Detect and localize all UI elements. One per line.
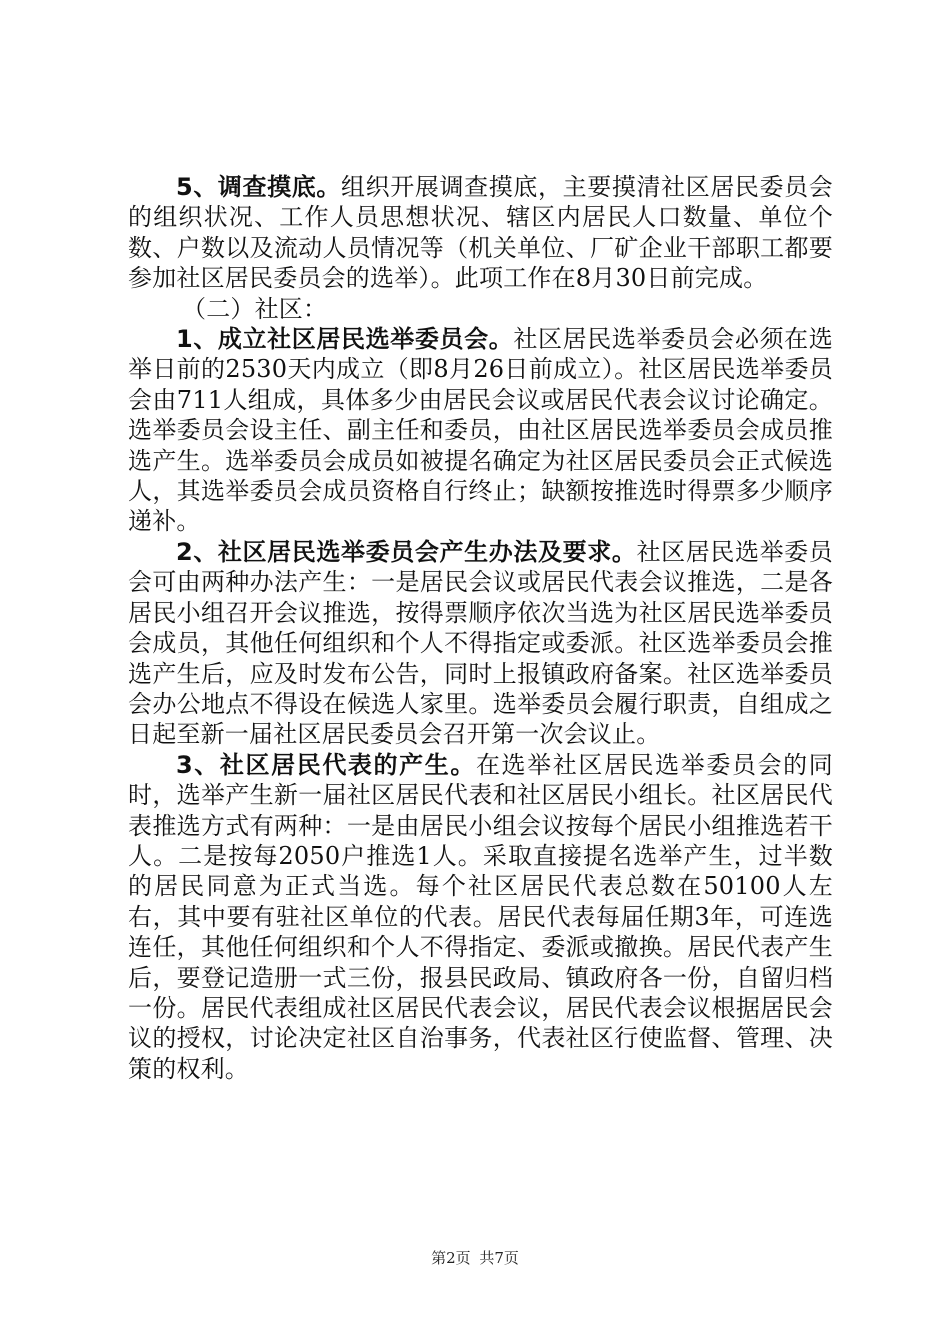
paragraph-resident-representatives	[128, 750, 833, 1084]
section-heading-text: （二）社区：	[182, 294, 328, 323]
paragraph-committee-method	[128, 537, 833, 750]
paragraph-text: 社区居民选举委员会必须在选举日前的2530天内成立（即8月26日前成立）。社区居民选举委员会由711人组成，具体多少由居民会议或居民代表会议讨论确定。选举委员会设主任、副主任和委员，由社区居民选举委员会成员推选产生。选举委员会成员如被提名确定为社区居民委员会正式候选人，其选举委员会成员资格自行终止；缺额按推选时得票多少顺序递补。	[128, 325, 834, 536]
paragraph-lead: 2、社区居民选举委员会产生办法及要求。	[176, 537, 637, 566]
paragraph-investigation	[128, 172, 833, 294]
paragraph-lead: 5、调查摸底。	[176, 173, 342, 201]
paragraph-text: 在选举社区居民选举委员会的同时，选举产生新一届社区居民代表和社区居民小组长。社区居民代表推选方式有两种：一是由居民小组会议按每个居民小组推选若干人。二是按每2050户推选1人。采取直接提名选举产生，过半数的居民同意为正式当选。每个社区居民代表总数在50100人左右，其中要有驻社区单位的代表。居民代表每届任期3年，可连选连任，其他任何组织和个人不得指定、委派或撤换。居民代表产生后，要登记造册一式三份，报县民政局、镇政府各一份，自留归档一份。居民代表组成社区居民代表会议，居民代表会议根据居民会议的授权，讨论决定社区自治事务，代表社区行使监督、管理、决策的权利。	[128, 750, 833, 1083]
page-footer	[0, 1247, 950, 1268]
paragraph-text: 组织开展调查摸底，主要摸清社区居民委员会的组织状况、工作人员思想状况、辖区内居民人口数量、单位个数、户数以及流动人员情况等（机关单位、厂矿企业干部职工都要参加社区居民委员会的选举）。此项工作在8月30日前完成。	[128, 173, 833, 293]
page-number: 第2页	[431, 1249, 471, 1267]
document-body	[128, 172, 833, 1084]
page-total: 共7页	[479, 1249, 519, 1267]
section-heading-community	[128, 294, 833, 324]
paragraph-text: 社区居民选举委员会可由两种办法产生：一是居民会议或居民代表会议推选，二是各居民小组召开会议推选，按得票顺序依次当选为社区居民选举委员会成员，其他任何组织和个人不得指定或委派。社区选举委员会推选产生后，应及时发布公告，同时上报镇政府备案。社区选举委员会办公地点不得设在候选人家里。选举委员会履行职责，自组成之日起至新一届社区居民委员会召开第一次会议止。	[128, 537, 834, 749]
paragraph-lead: 3、社区居民代表的产生。	[176, 750, 476, 779]
paragraph-election-committee	[128, 324, 833, 537]
paragraph-lead: 1、成立社区居民选举委员会。	[176, 325, 514, 354]
